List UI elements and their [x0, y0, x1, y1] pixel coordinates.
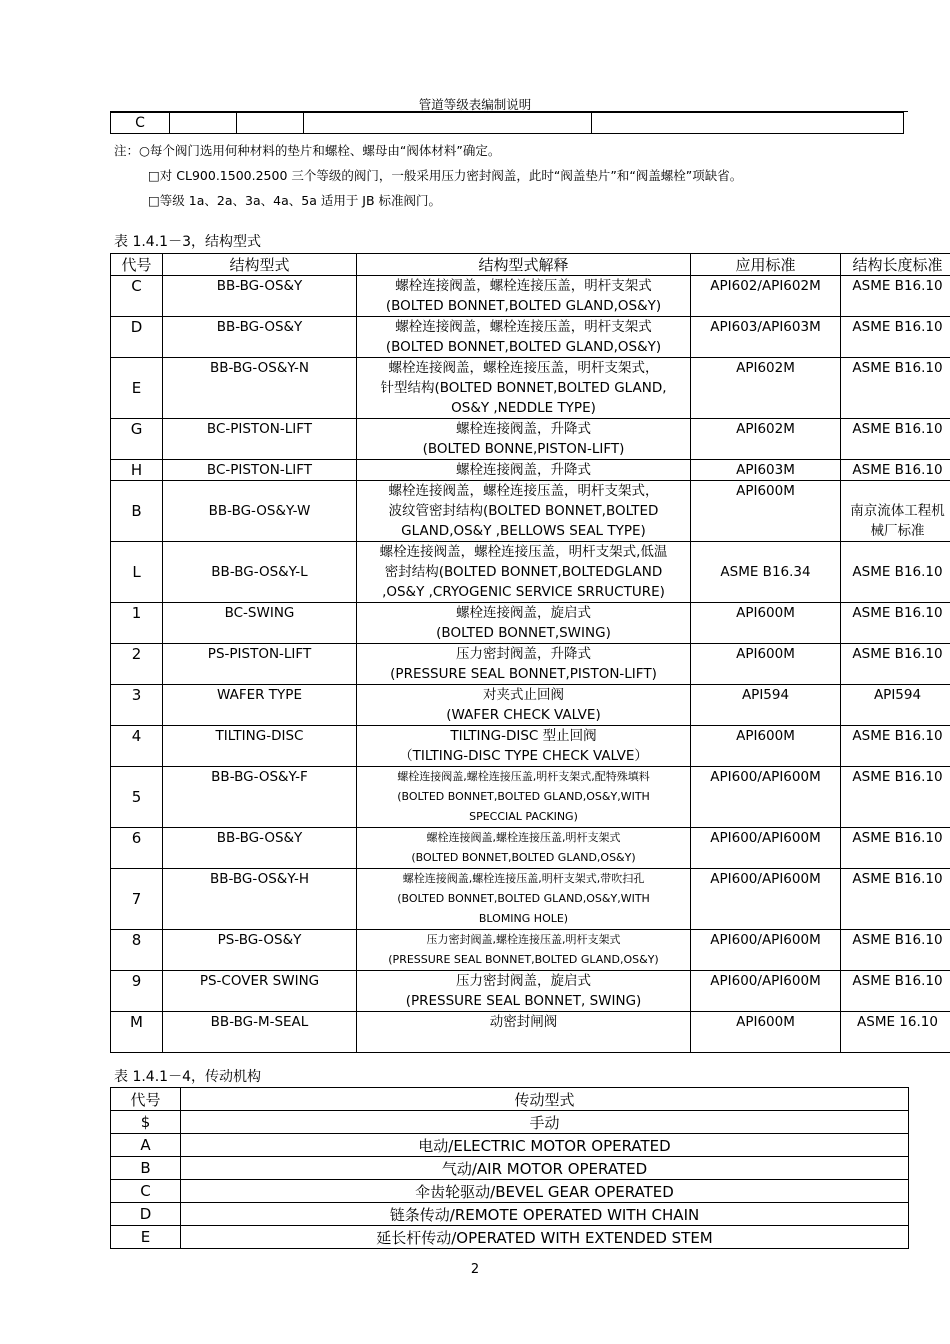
- table3-caption: 表 1.4.1－3，结构型式: [114, 234, 261, 250]
- table-row: [111, 869, 950, 930]
- table-row: [111, 276, 950, 317]
- note-line: 注：○每个阀门选用何种材料的垫片和螺栓、螺母由“阀体材料”确定。: [114, 143, 501, 158]
- row-structure-type: BC-SWING: [163, 603, 357, 644]
- row-length-standard: ASME B16.10: [841, 930, 950, 971]
- row-description: 压力密封阀盖,螺栓连接压盖,明杆支架式 (PRESSURE SEAL BONNET,BOLTED GLAND,OS&Y): [357, 930, 691, 971]
- row-description: 螺栓连接阀盖，旋启式 (BOLTED BONNET,SWING): [357, 603, 691, 644]
- row-standard: API600/API600M: [691, 930, 841, 971]
- previous-table-tail: [110, 112, 904, 134]
- page-header-title: 管道等级表编制说明: [418, 97, 532, 112]
- row-length-standard: ASME B16.10: [841, 869, 950, 930]
- row-code: G: [111, 419, 163, 460]
- row-code: A: [111, 1134, 181, 1157]
- row-standard: API602/API602M: [691, 276, 841, 317]
- row-standard: API603/API603M: [691, 317, 841, 358]
- row-description: 螺栓连接阀盖,螺栓连接压盖,明杆支架式,配特殊填料 (BOLTED BONNET,BOLTED GLAND,OS&Y,WITH SPECCIAL PACKING): [357, 767, 691, 828]
- row-standard: API603M: [691, 460, 841, 481]
- row-standard: API600M: [691, 644, 841, 685]
- column-header: 代号: [111, 1088, 181, 1111]
- table-cell-code: C: [111, 113, 170, 134]
- table-row: [111, 419, 950, 460]
- row-structure-type: PS-PISTON-LIFT: [163, 644, 357, 685]
- table-row: [111, 1226, 909, 1249]
- row-code: C: [111, 276, 163, 317]
- row-code: 8: [111, 930, 163, 971]
- row-drive-type: 电动/ELECTRIC MOTOR OPERATED: [181, 1134, 909, 1157]
- row-length-standard: ASME B16.10: [841, 767, 950, 828]
- row-length-standard: ASME B16.10: [841, 419, 950, 460]
- row-structure-type: BB-BG-OS&Y-N: [163, 358, 357, 419]
- table-row: [111, 317, 950, 358]
- row-code: D: [111, 317, 163, 358]
- table-row: [111, 1157, 909, 1180]
- table-row: [111, 1203, 909, 1226]
- row-description: 螺栓连接阀盖，螺栓连接压盖，明杆支架式， 针型结构(BOLTED BONNET,BOLTED GLAND, OS&Y ,NEDDLE TYPE): [357, 358, 691, 419]
- table-row: [111, 828, 950, 869]
- row-structure-type: BB-BG-OS&Y: [163, 828, 357, 869]
- row-structure-type: BB-BG-OS&Y: [163, 317, 357, 358]
- row-length-standard: ASME 16.10: [841, 1012, 950, 1053]
- row-code: 4: [111, 726, 163, 767]
- row-description: 对夹式止回阀 (WAFER CHECK VALVE): [357, 685, 691, 726]
- table-row: [111, 1180, 909, 1203]
- column-header: 传动型式: [181, 1088, 909, 1111]
- row-standard: API600/API600M: [691, 767, 841, 828]
- note-line: □等级 1a、2a、3a、4a、5a 适用于 JB 标准阀门。: [148, 193, 442, 208]
- row-standard: API600M: [691, 603, 841, 644]
- row-description: 螺栓连接阀盖，螺栓连接压盖，明杆支架式,低温 密封结构(BOLTED BONNET,BOLTEDGLAND ,OS&Y ,CRYOGENIC SERVICE SRRUCTURE): [357, 542, 691, 603]
- row-drive-type: 手动: [181, 1111, 909, 1134]
- row-structure-type: BB-BG-OS&Y-H: [163, 869, 357, 930]
- table-row: [111, 930, 950, 971]
- row-code: E: [111, 358, 163, 419]
- table-row: [111, 542, 950, 603]
- table-row: [111, 971, 950, 1012]
- table-row: [111, 1134, 909, 1157]
- table-row: [111, 1111, 909, 1134]
- row-length-standard: ASME B16.10: [841, 644, 950, 685]
- row-drive-type: 气动/AIR MOTOR OPERATED: [181, 1157, 909, 1180]
- row-length-standard: ASME B16.10: [841, 317, 950, 358]
- row-code: M: [111, 1012, 163, 1053]
- row-standard: API600M: [691, 1012, 841, 1053]
- row-description: 螺栓连接阀盖，螺栓连接压盖，明杆支架式 (BOLTED BONNET,BOLTED GLAND,OS&Y): [357, 276, 691, 317]
- row-code: 2: [111, 644, 163, 685]
- row-code: D: [111, 1203, 181, 1226]
- row-code: C: [111, 1180, 181, 1203]
- row-drive-type: 伞齿轮驱动/BEVEL GEAR OPERATED: [181, 1180, 909, 1203]
- table-row: [111, 1012, 950, 1053]
- column-header: 结构长度标准: [841, 254, 950, 276]
- row-length-standard: ASME B16.10: [841, 603, 950, 644]
- table-row: [111, 481, 950, 542]
- row-standard: API600M: [691, 726, 841, 767]
- row-description: 动密封闸阀: [357, 1012, 691, 1053]
- row-structure-type: BB-BG-M-SEAL: [163, 1012, 357, 1053]
- row-description: TILTING-DISC 型止回阀 （TILTING-DISC TYPE CHECK VALVE）: [357, 726, 691, 767]
- table-row: [111, 726, 950, 767]
- row-code: B: [111, 1157, 181, 1180]
- page-number: 2: [470, 1262, 480, 1277]
- row-structure-type: BC-PISTON-LIFT: [163, 460, 357, 481]
- row-description: 螺栓连接阀盖,螺栓连接压盖,明杆支架式 (BOLTED BONNET,BOLTED GLAND,OS&Y): [357, 828, 691, 869]
- row-description: 压力密封阀盖，旋启式 (PRESSURE SEAL BONNET, SWING): [357, 971, 691, 1012]
- note-line: □对 CL900.1500.2500 三个等级的阀门，一般采用压力密封阀盖，此时“阀盖垫片”和“阀盖螺栓”项缺省。: [148, 168, 743, 183]
- row-standard: ASME B16.34: [691, 542, 841, 603]
- row-standard: API600/API600M: [691, 828, 841, 869]
- table4-caption: 表 1.4.1－4，传动机构: [114, 1069, 261, 1085]
- row-length-standard: ASME B16.10: [841, 542, 950, 603]
- row-structure-type: BC-PISTON-LIFT: [163, 419, 357, 460]
- row-structure-type: TILTING-DISC: [163, 726, 357, 767]
- row-structure-type: BB-BG-OS&Y-L: [163, 542, 357, 603]
- row-description: 压力密封阀盖，升降式 (PRESSURE SEAL BONNET,PISTON-LIFT): [357, 644, 691, 685]
- row-length-standard: API594: [841, 685, 950, 726]
- row-description: 螺栓连接阀盖，螺栓连接压盖，明杆支架式 (BOLTED BONNET,BOLTED GLAND,OS&Y): [357, 317, 691, 358]
- table-row: [111, 460, 950, 481]
- table-row: [111, 644, 950, 685]
- table-row: [111, 685, 950, 726]
- row-length-standard: ASME B16.10: [841, 276, 950, 317]
- row-structure-type: PS-BG-OS&Y: [163, 930, 357, 971]
- row-description: 螺栓连接阀盖，螺栓连接压盖，明杆支架式， 波纹管密封结构(BOLTED BONNET,BOLTED GLAND,OS&Y ,BELLOWS SEAL TYPE): [357, 481, 691, 542]
- row-standard: API602M: [691, 419, 841, 460]
- notes: [114, 138, 742, 213]
- row-drive-type: 链条传动/REMOTE OPERATED WITH CHAIN: [181, 1203, 909, 1226]
- row-description: 螺栓连接阀盖，升降式 (BOLTED BONNE,PISTON-LIFT): [357, 419, 691, 460]
- column-header: 结构型式解释: [357, 254, 691, 276]
- row-code: 1: [111, 603, 163, 644]
- column-header: 代号: [111, 254, 163, 276]
- row-length-standard: ASME B16.10: [841, 460, 950, 481]
- row-code: B: [111, 481, 163, 542]
- row-standard: API600/API600M: [691, 971, 841, 1012]
- row-code: 6: [111, 828, 163, 869]
- row-structure-type: PS-COVER SWING: [163, 971, 357, 1012]
- row-structure-type: BB-BG-OS&Y: [163, 276, 357, 317]
- row-code: E: [111, 1226, 181, 1249]
- row-length-standard: ASME B16.10: [841, 971, 950, 1012]
- row-code: 9: [111, 971, 163, 1012]
- row-structure-type: BB-BG-OS&Y-W: [163, 481, 357, 542]
- row-structure-type: BB-BG-OS&Y-F: [163, 767, 357, 828]
- row-structure-type: WAFER TYPE: [163, 685, 357, 726]
- column-header: 结构型式: [163, 254, 357, 276]
- row-standard: API600M: [691, 481, 841, 542]
- drive-mechanism-table: [110, 1087, 909, 1249]
- row-length-standard: ASME B16.10: [841, 726, 950, 767]
- row-code: H: [111, 460, 163, 481]
- row-length-standard: ASME B16.10: [841, 828, 950, 869]
- row-code: 3: [111, 685, 163, 726]
- row-length-standard: ASME B16.10: [841, 358, 950, 419]
- row-standard: API594: [691, 685, 841, 726]
- row-code: 7: [111, 869, 163, 930]
- row-description: 螺栓连接阀盖，升降式: [357, 460, 691, 481]
- row-description: 螺栓连接阀盖,螺栓连接压盖,明杆支架式,带吹扫孔 (BOLTED BONNET,BOLTED GLAND,OS&Y,WITH BLOMING HOLE): [357, 869, 691, 930]
- row-code: $: [111, 1111, 181, 1134]
- row-code: 5: [111, 767, 163, 828]
- row-standard: API600/API600M: [691, 869, 841, 930]
- table-row: [111, 358, 950, 419]
- row-code: L: [111, 542, 163, 603]
- row-length-standard: 南京流体工程机 械厂标准: [841, 481, 950, 542]
- table-row: [111, 767, 950, 828]
- table-row: [111, 603, 950, 644]
- row-drive-type: 延长杆传动/OPERATED WITH EXTENDED STEM: [181, 1226, 909, 1249]
- structure-type-table: [110, 253, 950, 1053]
- column-header: 应用标准: [691, 254, 841, 276]
- row-standard: API602M: [691, 358, 841, 419]
